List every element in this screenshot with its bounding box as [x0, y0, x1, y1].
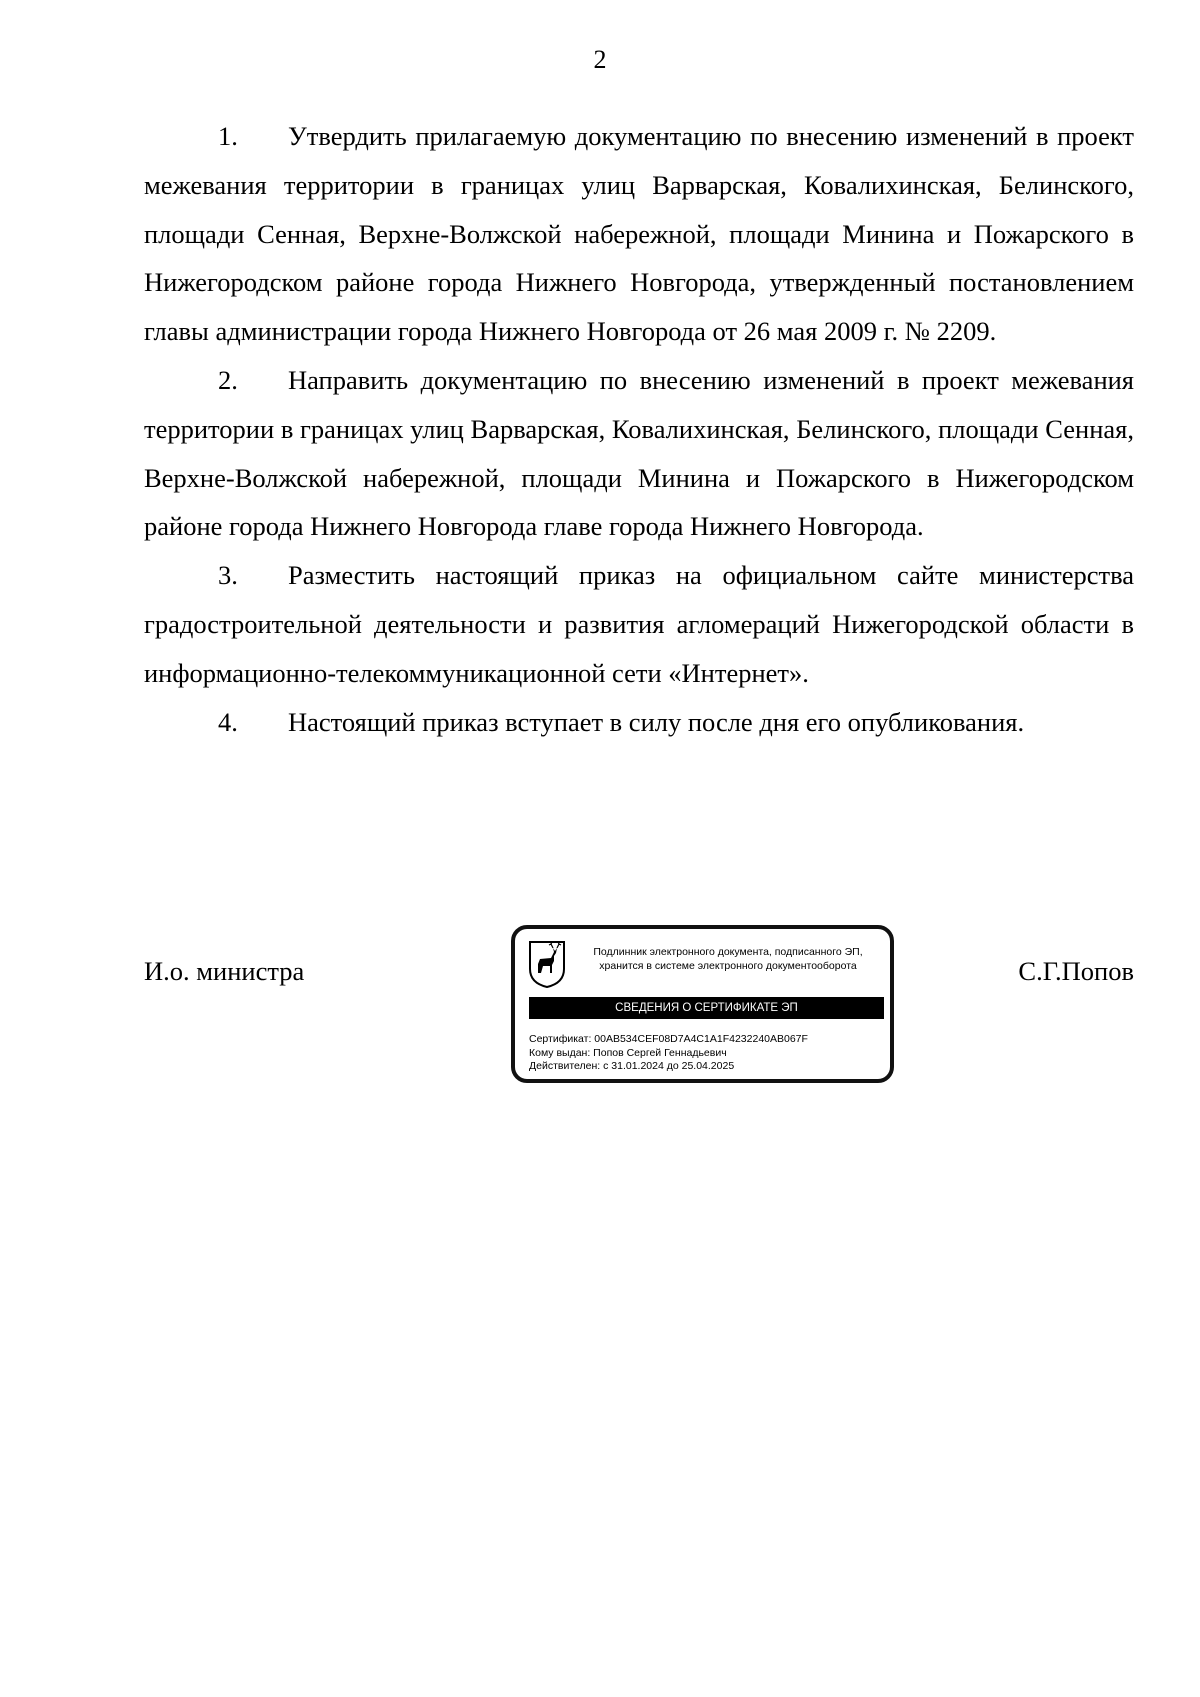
page-number: 2 — [593, 45, 607, 74]
item-text: Утвердить прилагаемую документацию по внесению изменений в проект межевания территории в границах улиц Варварская, Ковалихинская, Белинского, площади Сенная, Верхне-Волжской набережной, площади Минина и Пожарского в Нижегородском районе города Нижнего Новгорода, утвержденный постановлением главы администрации города Нижнего Новгорода от 26 мая 2009 г. № 2209. — [144, 121, 1134, 347]
item-text: Настоящий приказ вступает в силу после дня его опубликования. — [288, 706, 1025, 737]
deer-emblem-icon — [527, 939, 567, 989]
item-number: 3. — [218, 560, 238, 591]
signer-position: И.о. министра — [144, 956, 305, 986]
certificate-info-bar: СВЕДЕНИЯ О СЕРТИФИКАТЕ ЭП — [529, 997, 884, 1019]
order-item-3 — [144, 551, 1134, 697]
stamp-header-line: Подлинник электронного документа, подписанного ЭП, — [593, 946, 863, 958]
item-text: Направить документацию по внесению изменений в проект межевания территории в границах улиц Варварская, Ковалихинская, Белинского, площади Сенная, Верхне-Волжской набережной, площади Минина и Пожарского в Нижегородском районе города Нижнего Новгорода главе города Нижнего Новгорода. — [144, 364, 1134, 542]
item-number: 4. — [218, 706, 238, 737]
item-text: Разместить настоящий приказ на официальном сайте министерства градостроительной деятельности и развития агломераций Нижегородской области в информационно-телекоммуникационной сети «Интернет». — [144, 560, 1134, 688]
certificate-validity: Действителен: с 31.01.2024 до 25.04.2025 — [529, 1060, 735, 1072]
order-item-4 — [144, 698, 1134, 747]
certificate-owner: Кому выдан: Попов Сергей Геннадьевич — [529, 1046, 727, 1059]
certificate-details — [529, 1033, 889, 1074]
order-item-2 — [144, 356, 1134, 551]
stamp-header — [569, 945, 887, 973]
order-item-1 — [144, 112, 1134, 356]
signature-block — [144, 925, 1134, 1085]
order-body — [144, 112, 1134, 746]
electronic-signature-stamp — [511, 925, 894, 1083]
signer-name: С.Г.Попов — [1018, 956, 1134, 986]
item-number: 2. — [218, 364, 238, 395]
certificate-number: Сертификат: 00AB534CEF08D7A4C1A1F4232240AB067F — [529, 1033, 808, 1045]
item-number: 1. — [218, 121, 238, 151]
stamp-header-line: хранится в системе электронного документооборота — [599, 960, 857, 972]
